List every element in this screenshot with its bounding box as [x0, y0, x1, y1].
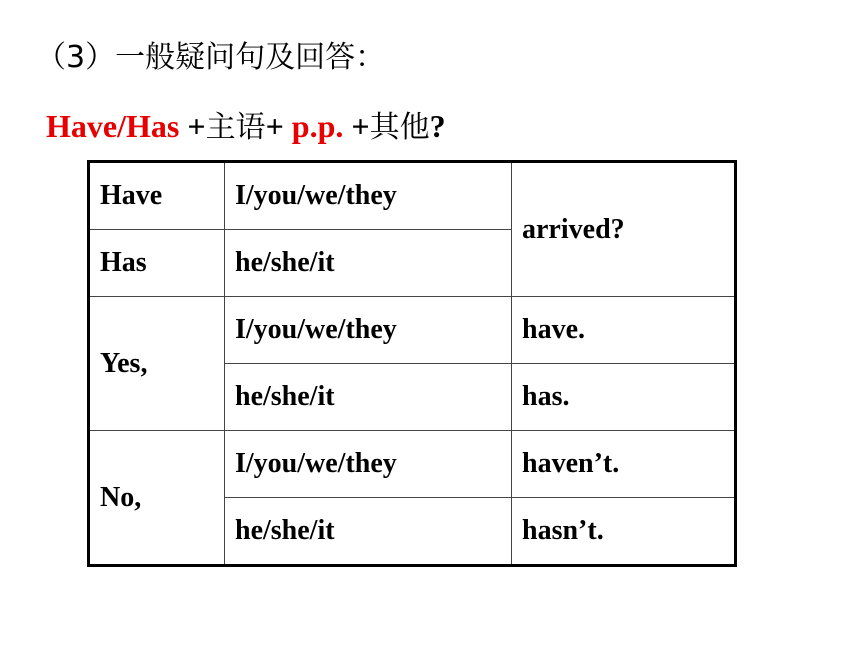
cell-has: Has [89, 230, 225, 297]
table-row [89, 297, 736, 364]
table-row [89, 162, 736, 230]
cell-yes-label: Yes, [89, 297, 225, 431]
cell-no-singular-subjects: he/she/it [225, 498, 512, 566]
formula-plus-2: + [265, 108, 292, 144]
cell-verb-arrived: arrived? [512, 162, 736, 297]
formula-plus-1: + [179, 108, 206, 144]
cell-yes-plural-subjects: I/you/we/they [225, 297, 512, 364]
cell-no-plural-answer: haven’t. [512, 431, 736, 498]
cell-plural-subjects: I/you/we/they [225, 162, 512, 230]
formula-past-participle: p.p. [291, 108, 344, 144]
cell-have: Have [89, 162, 225, 230]
section-heading: （3）一般疑问句及回答： [36, 40, 386, 75]
question-formula [46, 106, 446, 148]
cell-no-plural-subjects: I/you/we/they [225, 431, 512, 498]
formula-others: 其他 [369, 110, 430, 145]
table-row [89, 431, 736, 498]
cell-singular-subjects: he/she/it [225, 230, 512, 297]
formula-subject: 主语 [205, 110, 266, 145]
cell-yes-singular-answer: has. [512, 364, 736, 431]
cell-no-singular-answer: hasn’t. [512, 498, 736, 566]
formula-plus-3: + [343, 108, 370, 144]
cell-no-label: No, [89, 431, 225, 566]
formula-auxiliary: Have/Has [46, 108, 180, 144]
cell-yes-plural-answer: have. [512, 297, 736, 364]
cell-yes-singular-subjects: he/she/it [225, 364, 512, 431]
grammar-table [87, 160, 737, 567]
formula-question-mark: ? [429, 108, 446, 144]
